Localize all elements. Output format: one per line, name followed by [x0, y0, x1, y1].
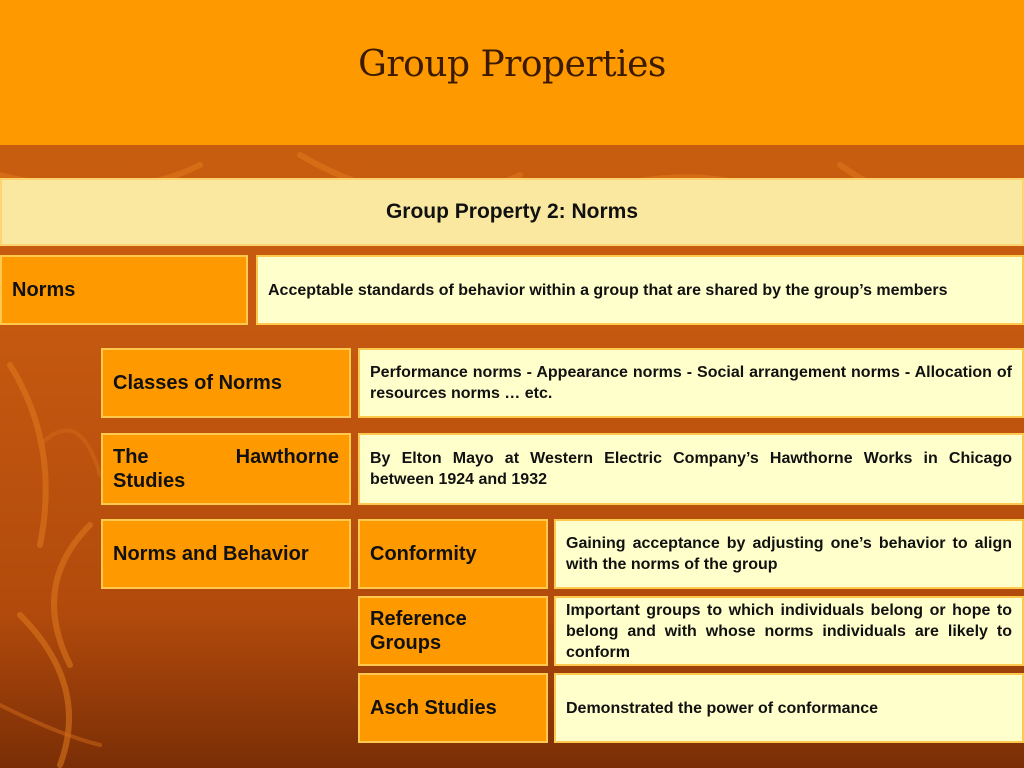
asch-studies-label: Asch Studies — [358, 673, 548, 743]
behavior-label: Norms and Behavior — [101, 519, 351, 589]
slide-title: Group Properties — [358, 44, 666, 85]
hawthorne-label — [101, 433, 351, 505]
reference-groups-description-text: Important groups to which individuals belong or hope to belong and with whose norms individuals are likely to conform — [566, 601, 1012, 661]
section-header: Group Property 2: Norms — [0, 178, 1024, 246]
asch-studies-description — [554, 673, 1024, 743]
norms-label: Norms — [0, 255, 248, 325]
reference-groups-description — [554, 596, 1024, 666]
hawthorne-description-text: By Elton Mayo at Western Electric Company’s Hawthorne Works in Chicago between 1924 and 1932 — [370, 450, 1012, 488]
asch-studies-description-text: Demonstrated the power of conformance — [566, 699, 879, 717]
norms-definition — [256, 255, 1024, 325]
classes-label: Classes of Norms — [101, 348, 351, 418]
conformity-label: Conformity — [358, 519, 548, 589]
classes-description — [358, 348, 1024, 418]
reference-groups-label: Reference Groups — [358, 596, 548, 666]
conformity-description-text: Gaining acceptance by adjusting one’s behavior to align with the norms of the group — [566, 535, 1012, 573]
norms-definition-text: Acceptable standards of behavior within a group that are shared by the group’s members — [268, 281, 948, 299]
hawthorne-label-line1: The Hawthorne — [113, 446, 339, 468]
hawthorne-label-line2: Studies — [113, 470, 186, 492]
hawthorne-description — [358, 433, 1024, 505]
classes-description-text: Performance norms - Appearance norms - Social arrangement norms - Allocation of resources norms … etc. — [370, 364, 1012, 402]
conformity-description — [554, 519, 1024, 589]
